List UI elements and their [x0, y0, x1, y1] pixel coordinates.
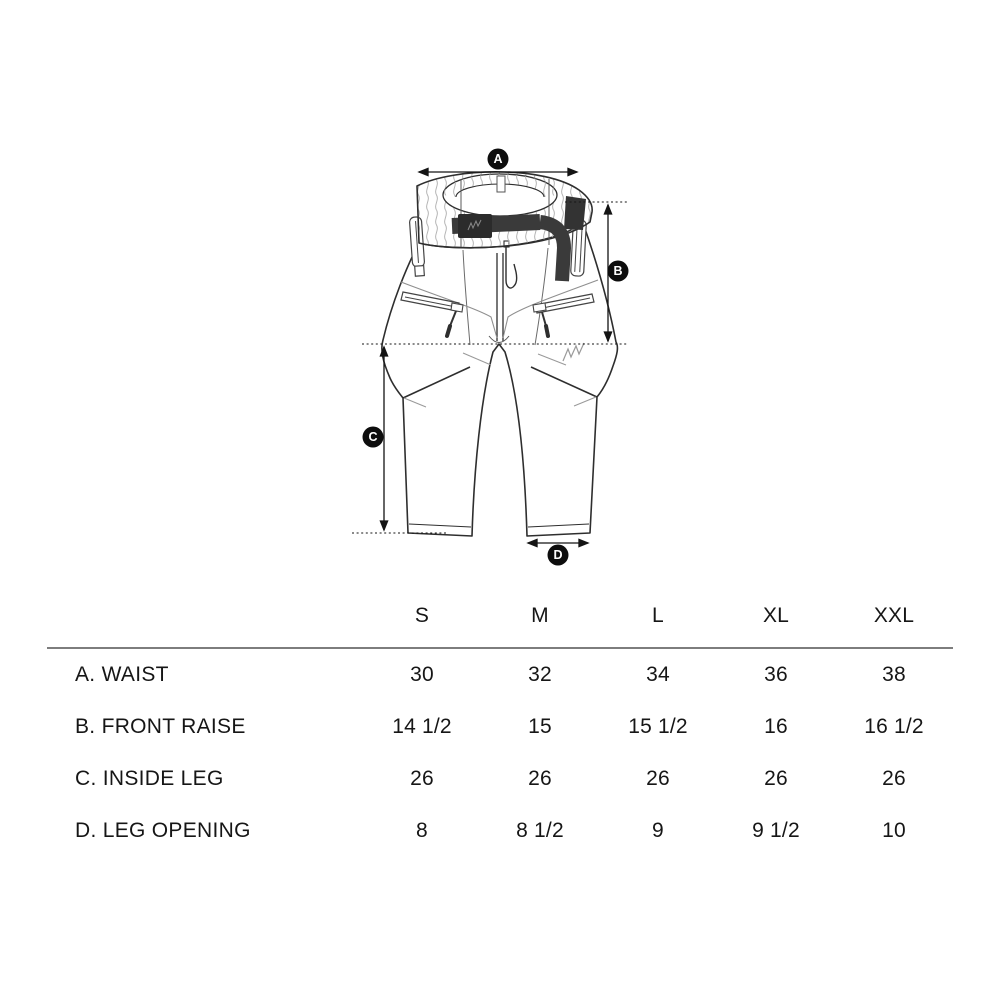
row-label: B. FRONT RAISE — [75, 715, 246, 738]
size-value: 26 — [764, 767, 788, 790]
marker-d-badge — [548, 545, 569, 566]
size-value: 30 — [410, 663, 434, 686]
size-value: 34 — [646, 663, 670, 686]
waistband-dark-panel — [564, 196, 586, 230]
size-chart-header-row — [47, 584, 953, 647]
size-value: 8 — [416, 819, 428, 842]
marker-d-label: D — [553, 548, 563, 562]
size-value: 26 — [528, 767, 552, 790]
size-value: 14 1/2 — [392, 715, 452, 738]
pants-measurement-diagram — [330, 125, 680, 595]
size-value: 36 — [764, 663, 788, 686]
row-label: C. INSIDE LEG — [75, 767, 224, 790]
size-value: 15 — [528, 715, 552, 738]
size-value: 32 — [528, 663, 552, 686]
back-belt-loop — [497, 176, 505, 192]
table-row-front-raise — [47, 701, 953, 753]
marker-b-badge — [608, 261, 629, 282]
marker-b-label: B — [613, 264, 623, 278]
size-value: 10 — [882, 819, 906, 842]
marker-c-badge — [363, 427, 384, 448]
column-header-s: S — [414, 603, 430, 627]
marker-a-badge — [488, 149, 509, 170]
row-label: A. WAIST — [75, 663, 169, 686]
column-header-l: L — [652, 603, 664, 627]
marker-a-label: A — [493, 152, 503, 166]
column-header-xl: XL — [762, 603, 790, 627]
marker-c-label: C — [368, 430, 378, 444]
size-value: 9 — [652, 819, 664, 842]
column-header-xxl: XXL — [873, 603, 915, 627]
size-value: 26 — [646, 767, 670, 790]
size-value: 26 — [882, 767, 906, 790]
belt-buckle-icon — [458, 214, 492, 238]
column-header-m: M — [531, 603, 549, 627]
size-chart-table — [47, 584, 953, 857]
size-value: 15 1/2 — [628, 715, 688, 738]
table-row-waist — [47, 649, 953, 701]
table-row-inside-leg — [47, 753, 953, 805]
pants-drawing — [330, 125, 680, 595]
size-value: 8 1/2 — [516, 819, 564, 842]
size-value: 26 — [410, 767, 434, 790]
size-value: 9 1/2 — [752, 819, 800, 842]
size-value: 16 — [764, 715, 788, 738]
size-value: 16 1/2 — [864, 715, 924, 738]
table-row-leg-opening — [47, 805, 953, 857]
size-value: 38 — [882, 663, 906, 686]
row-label: D. LEG OPENING — [75, 819, 251, 842]
